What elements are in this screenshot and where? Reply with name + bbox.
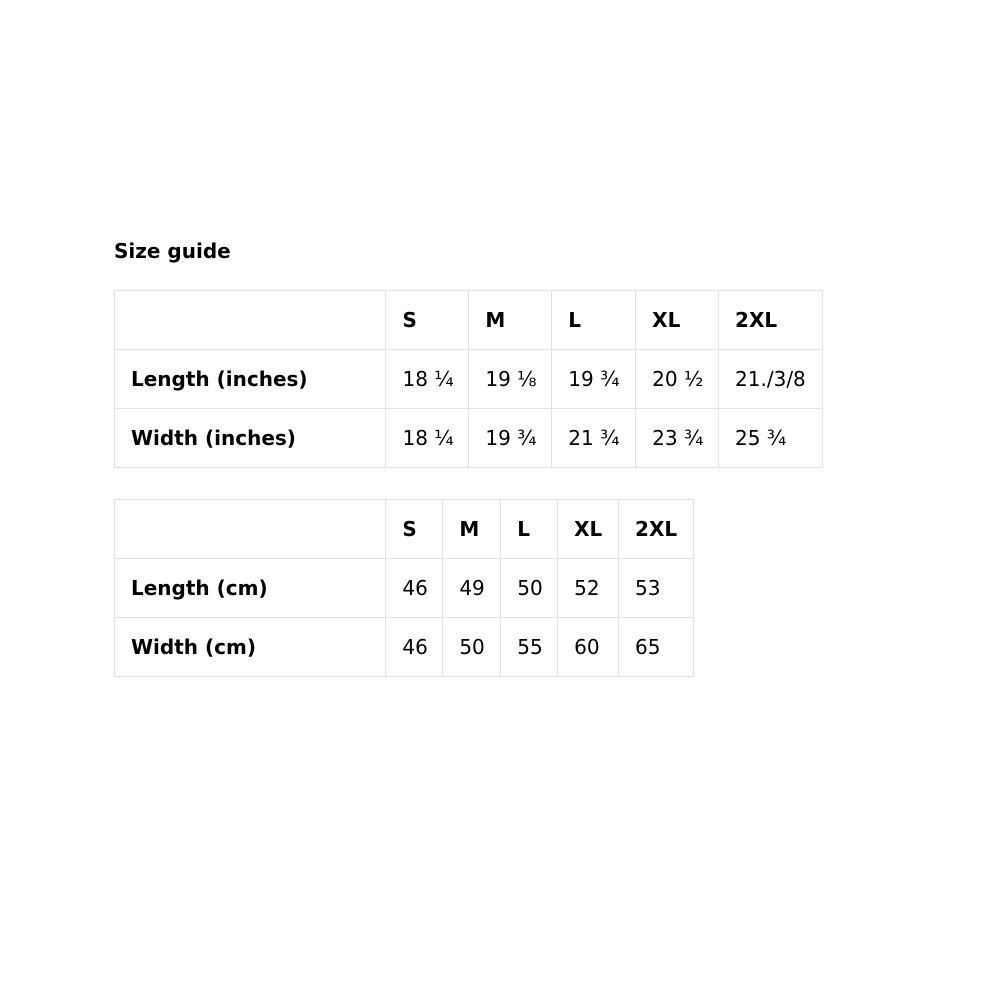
cell-width-l: 55	[501, 618, 558, 677]
row-label-width-cm: Width (cm)	[115, 618, 386, 677]
cell-width-2xl: 25 ¾	[719, 409, 823, 468]
header-cell-2xl: 2XL	[719, 291, 823, 350]
header-cell-empty	[115, 291, 386, 350]
header-cell-l: L	[552, 291, 636, 350]
table-header-row	[115, 500, 694, 559]
cell-width-s: 18 ¼	[386, 409, 469, 468]
cell-length-l: 19 ¾	[552, 350, 636, 409]
cell-length-xl: 52	[558, 559, 619, 618]
row-label-length-inches: Length (inches)	[115, 350, 386, 409]
cell-width-m: 50	[443, 618, 501, 677]
header-cell-m: M	[443, 500, 501, 559]
table-row	[115, 618, 694, 677]
header-cell-xl: XL	[558, 500, 619, 559]
cell-width-m: 19 ¾	[469, 409, 552, 468]
cell-width-xl: 23 ¾	[636, 409, 719, 468]
cell-width-l: 21 ¾	[552, 409, 636, 468]
table-header-row	[115, 291, 823, 350]
row-label-width-inches: Width (inches)	[115, 409, 386, 468]
header-cell-s: S	[386, 291, 469, 350]
cell-length-s: 46	[386, 559, 443, 618]
cell-length-m: 19 ⅛	[469, 350, 552, 409]
cell-length-2xl: 21./3/8	[719, 350, 823, 409]
cell-length-m: 49	[443, 559, 501, 618]
table-row	[115, 350, 823, 409]
size-table-cm	[114, 499, 694, 677]
header-cell-l: L	[501, 500, 558, 559]
row-label-length-cm: Length (cm)	[115, 559, 386, 618]
header-cell-2xl: 2XL	[619, 500, 694, 559]
table-row	[115, 409, 823, 468]
header-cell-s: S	[386, 500, 443, 559]
page-title: Size guide	[114, 239, 231, 263]
header-cell-xl: XL	[636, 291, 719, 350]
header-cell-empty	[115, 500, 386, 559]
size-table-inches	[114, 290, 823, 468]
table-row	[115, 559, 694, 618]
cell-width-s: 46	[386, 618, 443, 677]
cell-length-s: 18 ¼	[386, 350, 469, 409]
cell-width-xl: 60	[558, 618, 619, 677]
cell-length-xl: 20 ½	[636, 350, 719, 409]
cell-width-2xl: 65	[619, 618, 694, 677]
cell-length-2xl: 53	[619, 559, 694, 618]
header-cell-m: M	[469, 291, 552, 350]
cell-length-l: 50	[501, 559, 558, 618]
